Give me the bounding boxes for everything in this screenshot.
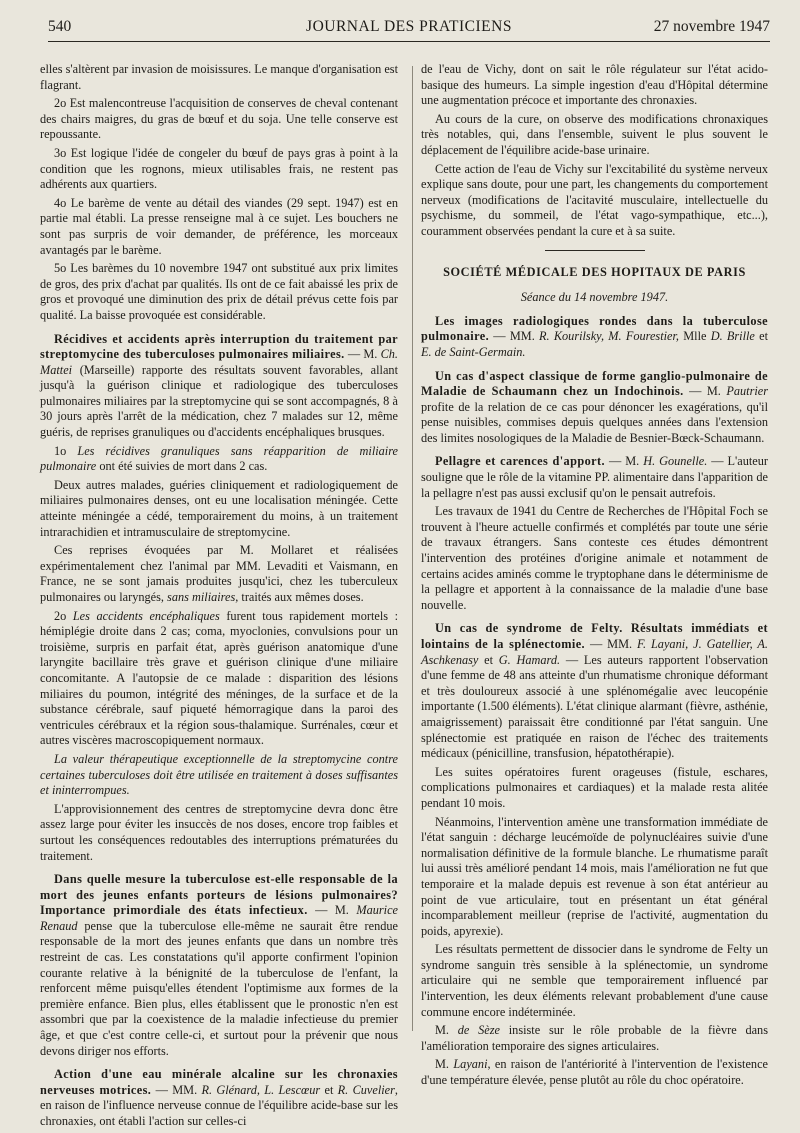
paragraph xyxy=(421,1023,768,1054)
author: R. Cuvelier xyxy=(337,1082,395,1097)
text: , traités aux mêmes doses. xyxy=(235,590,364,604)
author: Maurice Renaud xyxy=(40,903,398,933)
item-number: 2o xyxy=(54,608,73,623)
column-divider xyxy=(412,66,413,1031)
text: et xyxy=(320,1082,338,1097)
header-rule xyxy=(48,41,770,42)
text: et xyxy=(754,329,768,344)
paragraph: Néanmoins, l'intervention amène une transformation immédiate de l'état sanguin : décharge leucémoïde de polynucléaires suivie d'une normalisation définitive de la formule blanche. Le rhumatisme paraît lui aussi très amélioré pendant 14 mois, mais l'amélioration ne fut que temporaire et la malade depuis est revenue à son état antérieur au point de vue articulaire, tout en présentant un état général incomparablement meilleur (reprise de l'activité, augmentation du poids, apyrexie). xyxy=(421,814,768,938)
text: Ces reprises évoquées par M. Mollaret et réalisées expérimentalement chez l'animal par MM. Levaditi et Vaismann, en France, ne se sont jamais produites jusqu'ici, chez les tuberculeux pulmonaires ou laryngés, xyxy=(40,543,398,604)
paragraph: 2o Est malencontreuse l'acquisition de conserves de cheval contenant des chairs maigres, du gras de bœuf et du soja. Une telle conserve est repoussante. xyxy=(40,96,398,142)
separator: — M. xyxy=(307,903,357,918)
author: G. Hamard. xyxy=(498,652,561,667)
author: F. Layani, J. Gatellier, A. Aschkenasy xyxy=(421,637,768,667)
paragraph: Les résultats permettent de dissocier dans le syndrome de Felty un syndrome sanguin très sensible à la splénectomie, un syndrome articulaire qui ne semble que temporairement influencé par l'intervention, les deux éléments relevant probablement d'une cause commune encore indéterminée. xyxy=(421,942,768,1019)
article-title: Récidives et accidents après interruption du traitement par streptomycine des tuberculoses pulmonaires miliaires. xyxy=(40,331,398,362)
article-text: , en raison de l'influence nerveuse connue de l'équilibre acide-base sur les chronaxies, ont établi l'action sur celles-ci xyxy=(40,1082,398,1128)
article-text: — L'auteur souligne que le rôle de la vitamine PP. alimentaire dans l'apparition de la pellagre n'est pas aussi exclusif qu'on le pensait autrefois. xyxy=(421,454,768,500)
author: R. Glénard, L. Lescœur xyxy=(201,1082,321,1097)
text: insiste sur le rôle probable de la fièvre dans l'amélioration temporaire des signes articulaires. xyxy=(421,1023,768,1053)
paragraph: elles s'altèrent par invasion de moisissures. Le manque d'organisation est flagrant. xyxy=(40,62,398,92)
paragraph: L'approvisionnement des centres de streptomycine devra donc être assez large pour éviter les insuccès de nos doses, encore trop faibles et surtout les conséquences redoutables des interruptions prématurées du traitement. xyxy=(40,801,398,863)
article-pellagre xyxy=(421,454,768,501)
text: Mlle xyxy=(678,329,711,344)
paragraph: 3o Est logique l'idée de congeler du bœuf de pays gras à point à la condition que les rognons, mieux utilisables frais, ne restent pas adhérents aux quartiers. xyxy=(40,145,398,192)
article-streptomycine xyxy=(40,332,398,441)
paragraph: Au cours de la cure, on observe des modifications chronaxiques très notables, qui, dans l'ensemble, suivent le plus souvent le déplacement de l'équilibre acide-base urinaire. xyxy=(421,111,768,157)
paragraph: Deux autres malades, guéries cliniquement et radiologiquement de miliaires pulmonaires denses, ont eu une localisation méningée. Cette atteinte méningée a cédé, temporairement du moins, à un traitement intrarachidien et intramusculaire de streptomycine. xyxy=(40,477,398,539)
paragraph xyxy=(421,1057,768,1088)
paragraph: de l'eau de Vichy, dont on sait le rôle régulateur sur l'état acido-basique des humeurs. La simple ingestion d'eau d'Hôpital détermine une augmentation précoce et importante des chronaxies. xyxy=(421,62,768,108)
section-rule xyxy=(545,250,645,251)
author: D. Brille xyxy=(710,329,755,344)
session-date: Séance du 14 novembre 1947. xyxy=(520,290,669,305)
article-title: Les images radiologiques rondes dans la tuberculose pulmonaire. xyxy=(421,313,768,344)
article-schaumann xyxy=(421,369,768,447)
article-title: Action d'une eau minérale alcaline sur les chronaxies nerveuses motrices. xyxy=(40,1067,398,1097)
page-header xyxy=(48,18,770,40)
separator: — MM. xyxy=(151,1082,202,1097)
author: Pautrier xyxy=(726,384,769,399)
left-column xyxy=(40,62,398,1133)
article-title: Pellagre et carences d'apport. xyxy=(435,454,605,469)
article-tuberculose-enfants xyxy=(40,872,398,1059)
text: , en raison de l'antériorité à l'intervention de l'existence d'une température élevée, pense plutôt au rôle du choc opératoire. xyxy=(421,1057,768,1088)
paragraph: Les travaux de 1941 du Centre de Recherches de l'Hôpital Foch se trouvent à l'heure actuelle confirmés et complétés par toute une série de travaux étrangers. Sans conteste ces études démontrent l'intervention des protéines d'origine animale et notamment de certains acides aminés comme le tryptophane dans le déterminisme de la pellagre et apportent à la connaissance de la maladie d'une base nouvelle. xyxy=(421,504,768,612)
paragraph xyxy=(40,444,398,475)
paragraph xyxy=(40,609,398,749)
paragraph: 5o Les barèmes du 10 novembre 1947 ont substitué aux prix limites de gros, des prix d'achat par qualités. Ils ont de ce fait abaissé les prix de gros et provoqué une diminution des prix de détail prévus cette fois par qualité. La baisse provoquée est considérable. xyxy=(40,261,398,322)
emphasis: Les récidives granuliques sans réapparition de miliaire pulmonaire xyxy=(40,443,399,474)
article-title: Un cas d'aspect classique de forme ganglio-pulmonaire de Maladie de Schaumann chez un Indochinois. xyxy=(421,368,768,399)
separator: — M. xyxy=(344,347,381,362)
author: Layani xyxy=(453,1057,488,1072)
page-number: 540 xyxy=(48,18,72,35)
right-column xyxy=(421,62,768,1092)
item-number: 1o xyxy=(54,443,78,458)
article-eau-minerale xyxy=(40,1067,398,1129)
text: M. xyxy=(435,1057,454,1072)
paragraph: Cette action de l'eau de Vichy sur l'excitabilité du système nerveux explique sans doute, pour une part, les changements du comportement nerveux (modifications de l'acitavité musculaire, intellectuelle du psychisme, du sommeil, de l'état vago-sympathique, etc...), couramment observées pendant la cure et à sa suite. xyxy=(421,161,768,238)
article-images-radiologiques xyxy=(421,314,768,361)
text: furent tous rapidement mortels : hémiplégie droite dans 2 cas; coma, myoclonies, convulsions pour un troisième, surpris en parfait état, après guérison anatomique d'une laryngite bacillaire très grave et guérison clinique d'une miliaire concomitante. A l'autopsie de ce malade : disparition des lésions miliaires du poumon, intégrité des méninges, de la surface et de la substance cérébrale, sauf piqueté hémorragique dans la paroi des ventricules cérébraux et la région sous-thalamique. Surrénales, cœur et autres viscères macroscopiquement normaux. xyxy=(40,608,398,748)
paragraph: 4o Le barème de vente au détail des viandes (29 sept. 1947) est en partie mal établi. La presse renseigne mal à ce sujet. Les bouchers ne sont pas surpris de voir demander, de préférence, les morceaux avantagés par le barème. xyxy=(40,195,398,257)
emphasis: La valeur thérapeutique exceptionnelle de la streptomycine contre certaines tuberculoses doit être utilisée en traitement à doses suffisantes et ininterrompues. xyxy=(40,751,398,798)
author: R. Kourilsky, M. Fourestier, xyxy=(539,329,679,344)
article-text: pense que la tuberculose elle-même ne saurait être rendue responsable de la mort des jeunes enfants que dans un nombre très restreint de cas. Les constatations qu'il apporte confirment l'opinion courante relative à la bénignité de la tuberculose de l'enfant, la renforcent même puisqu'elles étendent l'optimisme aux formes de la première enfance. Bien plus, elles établissent que le pronostic n'en est assombri que par la coexistence de la maladie infectieuse du premier âge, et que c'est contre celle-ci, et surtout pour la prévenir que nous devons diriger nos efforts. xyxy=(40,918,398,1058)
author: de Sèze xyxy=(457,1023,500,1038)
article-text: — Les auteurs rapportent l'observation d'une femme de 48 ans atteinte d'un rhumatisme chronique déformant et très douloureux associé à une splénomégalie avec leucopénie importante (1.500 éléments). L'état clinique alarmant (fièvre, asthénie, amaigrissement) paraissait être conditionné par l'état sanguin. Une splénectomie est pratiquée en raison de l'échec des traitements médicaux (pénicilline, transfusion, hépatothérapie). xyxy=(421,652,769,761)
article-felty xyxy=(421,621,768,761)
society-heading: SOCIÉTÉ MÉDICALE DES HOPITAUX DE PARIS xyxy=(443,264,746,279)
text: et xyxy=(478,652,499,667)
article-text: profite de la relation de ce cas pour dénoncer les exagérations, qu'il pense nuisibles, commises depuis quelques années dans l'extension des limites nosologiques de la Maladie de Besnier-Bœck-Schaumann. xyxy=(421,399,768,445)
separator: — MM. xyxy=(585,637,638,651)
emphasis: Les accidents encéphaliques xyxy=(72,608,220,623)
journal-title: JOURNAL DES PRATICIENS xyxy=(306,18,512,35)
separator: — M. xyxy=(604,454,644,469)
separator: — M. xyxy=(683,384,727,399)
author: H. Gounelle. xyxy=(643,454,708,469)
text: ont été suivies de mort dans 2 cas. xyxy=(96,459,268,474)
author: Ch. Mattei xyxy=(40,347,399,377)
article-text: (Marseille) rapporte des résultats souvent favorables, allant jusqu'à la guérison clinique et radiologique des tuberculoses pulmonaires miliaires par la streptomycine qui se sont accompagnés, 8 à 30 jours après l'arrêt de la médication, chez 7 malades sur 12, même guéris, de reprises granuliques ou d'accidents encéphaliques brusques. xyxy=(40,362,398,440)
paragraph xyxy=(40,752,398,799)
text: M. xyxy=(435,1023,458,1038)
issue-date: 27 novembre 1947 xyxy=(653,18,770,35)
article-title: Un cas de syndrome de Felty. Résultats immédiats et lointains de la splénectomie. xyxy=(421,621,768,651)
article-title: Dans quelle mesure la tuberculose est-elle responsable de la mort des jeunes enfants porteurs de lésions pulmonaires? Importance primordiale des états infectieux. xyxy=(40,872,398,918)
author: E. de Saint-Germain. xyxy=(421,344,526,359)
paragraph xyxy=(40,543,398,605)
separator: — MM. xyxy=(489,329,539,344)
emphasis: sans miliaires xyxy=(167,590,236,604)
paragraph: Les suites opératoires furent orageuses (fistule, eschares, complications pulmonaires et cardiaques) et la malade resta alitée pendant 10 mois. xyxy=(421,764,768,810)
